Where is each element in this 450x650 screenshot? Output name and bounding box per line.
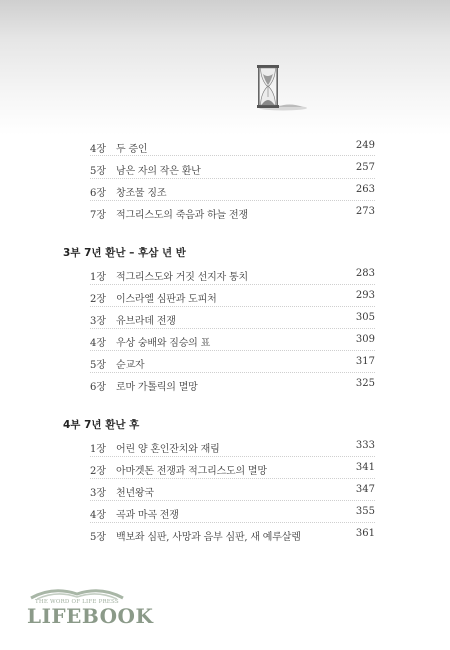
divider [90,456,375,457]
divider [90,372,375,373]
divider [90,155,375,156]
open-book-icon [29,584,125,600]
chapter-title: 순교자 [116,360,145,371]
page-number: 249 [355,140,375,151]
chapter-title: 두 증인 [116,144,148,155]
divider [90,178,375,179]
page-number: 325 [355,378,375,389]
hourglass-icon [247,62,309,112]
chapter-number: 7장 [90,210,107,221]
toc-entry[interactable] [90,378,375,394]
divider [90,284,375,285]
page-number: 347 [355,484,375,495]
chapter-number: 4장 [90,338,107,349]
chapter-number: 3장 [90,488,107,499]
page-number: 341 [355,462,375,473]
chapter-number: 2장 [90,466,107,477]
section-heading: 4부 7년 환난 후 [63,419,140,431]
publisher-logo [27,584,154,632]
chapter-title: 천년왕국 [116,488,154,499]
toc-entry[interactable] [90,506,375,522]
section-heading: 3부 7년 환난 – 후삼 년 반 [63,247,186,259]
chapter-number: 5장 [90,360,107,371]
divider [90,350,375,351]
chapter-title: 로마 가톨릭의 멸망 [116,382,198,393]
chapter-title: 유브라데 전쟁 [116,316,176,327]
toc-entry[interactable] [90,484,375,500]
page-number: 283 [355,268,375,279]
chapter-title: 창조물 징조 [116,188,167,199]
toc-entry[interactable] [90,184,375,200]
toc-entry[interactable] [90,334,375,350]
divider [90,478,375,479]
toc-entry[interactable] [90,462,375,478]
toc-entry[interactable] [90,140,375,156]
toc-entry[interactable] [90,312,375,328]
chapter-number: 2장 [90,294,107,305]
publisher-tagline: THE WORD OF LIFE PRESS [35,599,119,605]
page-number: 317 [355,356,375,367]
divider [90,200,375,201]
page-number: 305 [355,312,375,323]
toc-entry[interactable] [90,356,375,372]
page-number: 333 [355,440,375,451]
chapter-title: 남은 자의 작은 환난 [116,166,201,177]
chapter-number: 5장 [90,166,107,177]
page-number: 309 [355,334,375,345]
toc-entry[interactable] [90,290,375,306]
page-number: 293 [355,290,375,301]
chapter-number: 3장 [90,316,107,327]
divider [90,306,375,307]
chapter-title: 백보좌 심판, 사망과 음부 심판, 새 예루살렘 [116,532,301,543]
page-number: 273 [355,206,375,217]
chapter-number: 5장 [90,532,107,543]
divider [90,500,375,501]
page-number: 257 [355,162,375,173]
toc-entry[interactable] [90,206,375,222]
chapter-number: 1장 [90,272,107,283]
chapter-title: 이스라엘 심판과 도피처 [116,294,217,305]
chapter-title: 어린 양 혼인잔치와 재림 [116,444,220,455]
chapter-title: 곡과 마곡 전쟁 [116,510,179,521]
chapter-number: 4장 [90,144,107,155]
toc-entry[interactable] [90,440,375,456]
chapter-title: 적그리스도의 죽음과 하늘 전쟁 [116,210,248,221]
page-number: 361 [355,528,375,539]
divider [90,522,375,523]
chapter-number: 1장 [90,444,107,455]
chapter-number: 4장 [90,510,107,521]
chapter-title: 우상 숭배와 짐승의 표 [116,338,211,349]
toc-entry[interactable] [90,268,375,284]
chapter-title: 아마겟돈 전쟁과 적그리스도의 멸망 [116,466,267,477]
page-number: 355 [355,506,375,517]
toc-entry[interactable] [90,162,375,178]
chapter-number: 6장 [90,382,107,393]
divider [90,328,375,329]
page-number: 263 [355,184,375,195]
publisher-wordmark: LIFEBOOK [27,604,154,628]
chapter-number: 6장 [90,188,107,199]
chapter-title: 적그리스도와 거짓 선지자 통치 [116,272,248,283]
toc-entry[interactable] [90,528,375,544]
